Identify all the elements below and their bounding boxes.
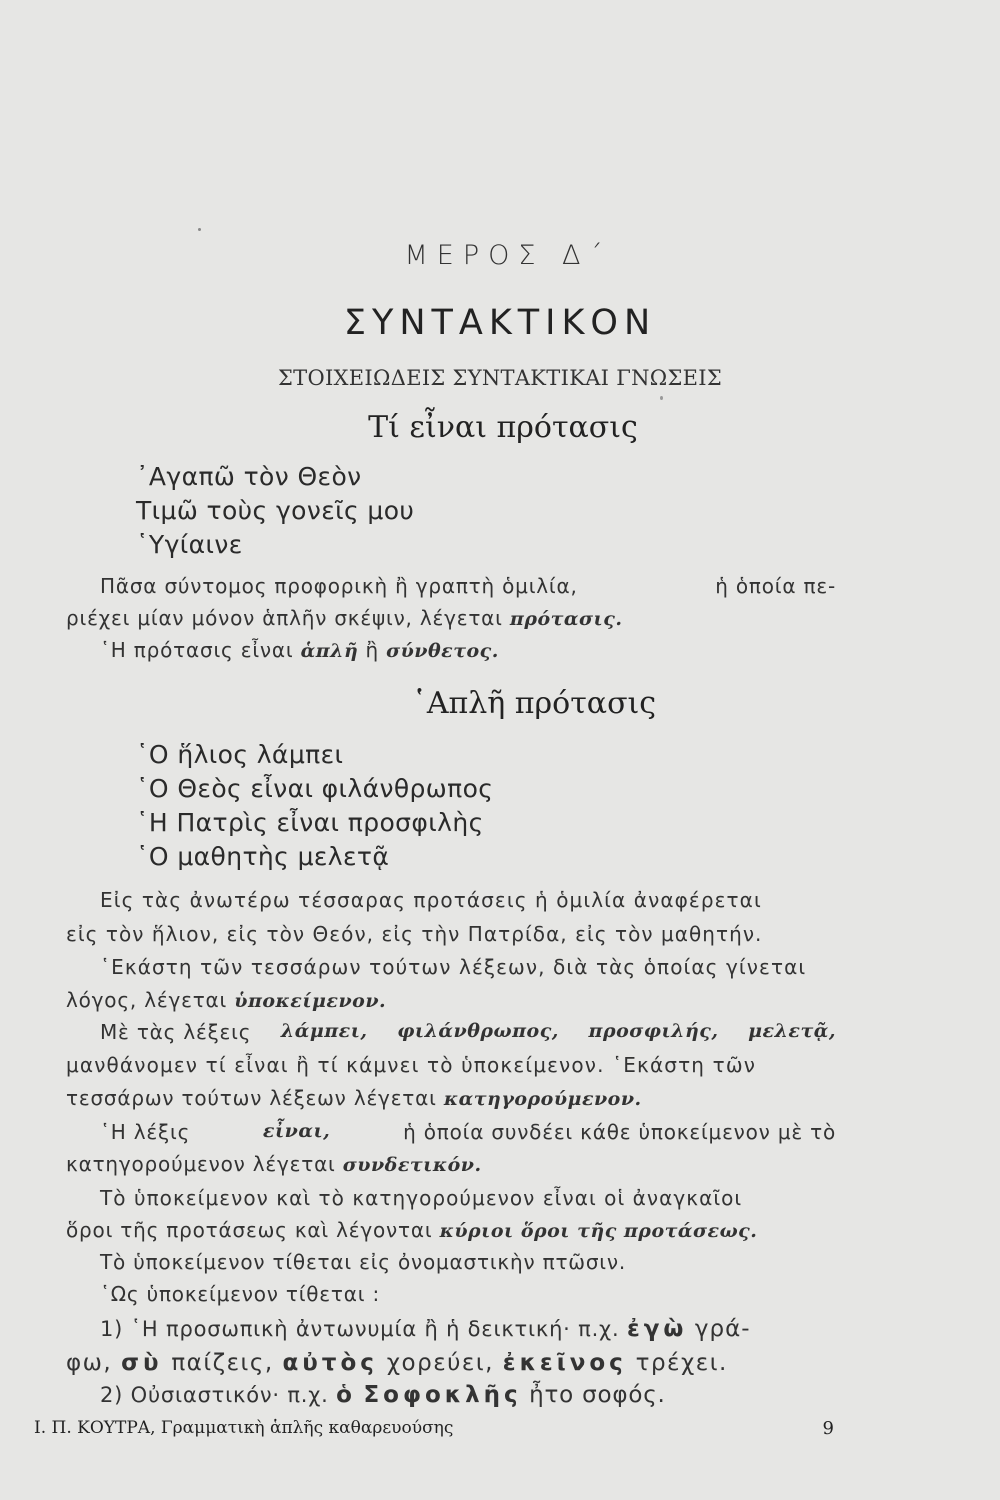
print-speck — [198, 228, 201, 231]
term-compound: σύνθετος. — [386, 640, 499, 662]
term-main-terms: κύριοι ὅροι τῆς προτάσεως. — [439, 1220, 758, 1242]
paragraph-line — [66, 988, 386, 1012]
page-footer — [34, 1418, 834, 1439]
term-word: μελετᾷ, — [748, 1020, 836, 1042]
list-item-line — [66, 1350, 728, 1376]
term-predicate: κατηγορούμενον. — [443, 1088, 642, 1110]
example-word: ἐκεῖνος — [502, 1350, 627, 1376]
text-run: ἡ ὁποία συνδέει κάθε ὑποκείμενον μὲ τὸ — [403, 1120, 836, 1144]
term-protasis: πρότασις. — [509, 608, 623, 630]
text-run: ὅροι τῆς προτάσεως καὶ λέγονται — [66, 1218, 433, 1242]
paragraph-line: ῾Ως ὑποκείμενον τίθεται : — [100, 1282, 381, 1306]
text-run: Πᾶσα σύντομος προφορικὴ ἢ γραπτὴ ὁμιλία, — [100, 574, 578, 598]
section-subtitle: ΣΤΟΙΧΕΙΩΔΕΙΣ ΣΥΝΤΑΚΤΙΚΑΙ ΓΝΩΣΕΙΣ — [277, 366, 723, 390]
term-word: λάμπει, — [280, 1020, 368, 1042]
example-line: ῾Ο μαθητὴς μελετᾷ — [136, 842, 390, 871]
text-run: κατηγορούμενον λέγεται — [66, 1152, 336, 1176]
text-run: φω, — [66, 1350, 113, 1376]
text-run: τρέχει. — [635, 1350, 728, 1376]
example-line: ῾Ο Θεὸς εἶναι φιλάνθρωπος — [136, 774, 494, 803]
text-run: 1) ῾Η προσωπικὴ ἀντωνυμία ἢ ἡ δεικτική· π.χ. — [100, 1317, 620, 1341]
term-subject: ὑποκείμενον. — [234, 990, 387, 1012]
text-run: ἦτο σοφός. — [529, 1382, 666, 1408]
term-word: φιλάνθρωπος, — [397, 1020, 559, 1042]
example-word: ὁ — [336, 1382, 356, 1408]
text-run: λόγος, λέγεται — [66, 988, 228, 1012]
paragraph-line: εἰς τὸν ἥλιον, εἰς τὸν Θεόν, εἰς τὴν Πατρίδα, εἰς τὸν μαθητήν. — [66, 922, 763, 946]
paragraph-line — [66, 1218, 757, 1242]
text-run: ριέχει μίαν μόνον ἁπλῆν σκέψιν, λέγεται — [66, 606, 503, 630]
list-item-line — [100, 1382, 666, 1408]
section-title: ΣΥΝΤΑΚΤΙΚΟΝ — [343, 303, 657, 343]
print-speck — [660, 396, 663, 400]
term-word: προσφιλής, — [588, 1020, 719, 1042]
example-line: ῾Η Πατρὶς εἶναι προσφιλὴς — [136, 808, 484, 837]
paragraph-line: Τὸ ὑποκείμενον καὶ τὸ κατηγορούμενον εἶναι οἱ ἀναγκαῖοι — [100, 1186, 743, 1210]
paragraph-line — [100, 1120, 836, 1144]
term-copula: συνδετικόν. — [342, 1154, 482, 1176]
paragraph-line — [100, 1020, 836, 1044]
term-simple: ἁπλῆ — [300, 640, 359, 662]
text-run: γρά- — [694, 1316, 751, 1342]
example-word: Σοφοκλῆς — [363, 1382, 522, 1408]
paragraph-line: μανθάνομεν τί εἶναι ἢ τί κάμνει τὸ ὑποκείμενον. ῾Εκάστη τῶν — [66, 1053, 757, 1077]
paragraph-line — [66, 1152, 482, 1176]
text-run: χορεύει, — [386, 1350, 494, 1376]
text-run: ἡ ὁποία πε- — [715, 574, 836, 598]
text-run: ἢ — [365, 638, 379, 662]
heading-simple-sentence: ῾Απλῆ πρότασις — [411, 686, 657, 721]
text-run: τεσσάρων τούτων λέξεων λέγεται — [66, 1086, 437, 1110]
paragraph-line — [100, 638, 499, 662]
paragraph-line — [100, 574, 836, 598]
paragraph-line — [66, 1086, 642, 1110]
example-line: ῾Υγίαινε — [136, 530, 243, 559]
page-number: 9 — [822, 1418, 834, 1439]
paragraph-line: ῾Εκάστη τῶν τεσσάρων τούτων λέξεων, διὰ τὰς ὁποίας γίνεται — [100, 955, 807, 979]
example-line: ῾Ο ἥλιος λάμπει — [136, 740, 344, 769]
text-run: Μὲ τὰς λέξεις — [100, 1020, 252, 1044]
footer-citation: Ι. Π. ΚΟΥΤΡΑ, Γραμματικὴ ἁπλῆς καθαρευούσης — [34, 1418, 454, 1438]
paragraph-line — [66, 606, 622, 630]
text-run: ῾Η λέξις — [100, 1120, 191, 1144]
paragraph-line: Εἰς τὰς ἀνωτέρω τέσσαρας προτάσεις ἡ ὁμιλία ἀναφέρεται — [100, 888, 762, 912]
paragraph-line: Τὸ ὑποκείμενον τίθεται εἰς ὀνομαστικὴν πτῶσιν. — [100, 1250, 627, 1274]
text-run: 2) Οὐσιαστικόν· π.χ. — [100, 1383, 329, 1407]
example-word: αὐτὸς — [282, 1350, 378, 1376]
list-item-line — [100, 1316, 751, 1342]
example-word: σὺ — [121, 1350, 163, 1376]
text-run: παίζεις, — [171, 1350, 274, 1376]
example-word: ἐγὼ — [626, 1316, 688, 1342]
example-line: Τιμῶ τοὺς γονεῖς μου — [136, 496, 415, 525]
example-line: ᾿Αγαπῶ τὸν Θεὸν — [136, 462, 362, 491]
heading-what-is-sentence: Τί εἶναι πρότασις — [368, 410, 638, 445]
text-run: ῾Η πρότασις εἶναι — [100, 638, 294, 662]
term-einai: εἶναι, — [262, 1120, 331, 1142]
part-title: ΜΕΡΟΣ Δ΄ — [404, 240, 612, 271]
